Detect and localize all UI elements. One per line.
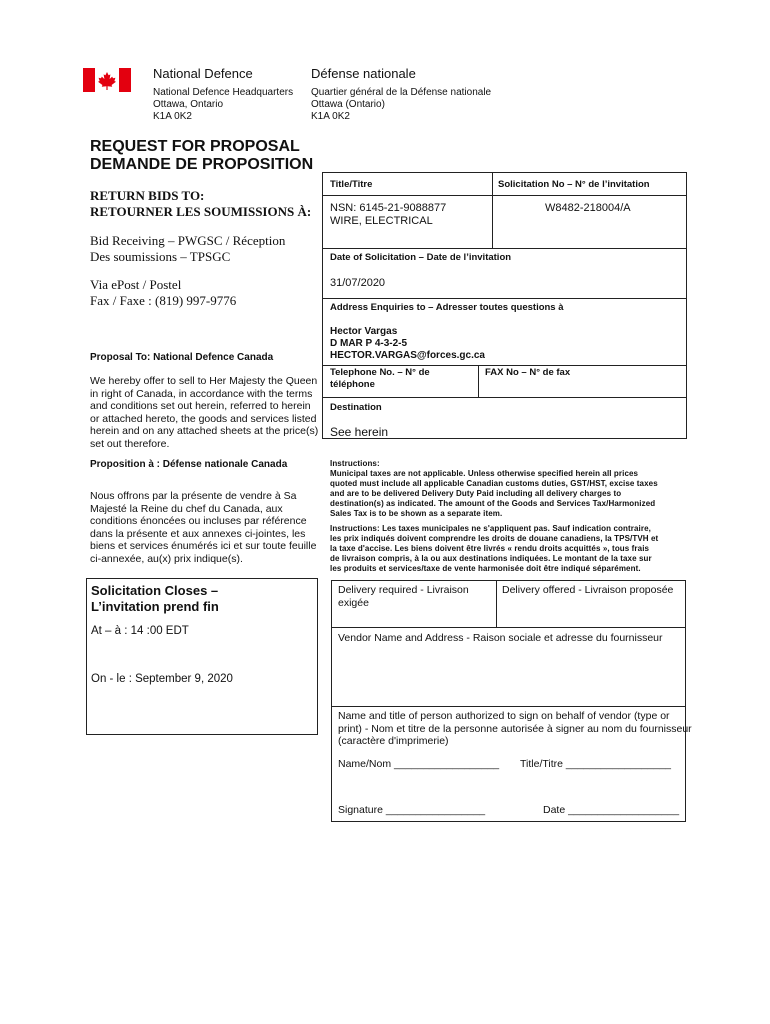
address-fr: Quartier général de la Défense nationale Ottawa (Ontario) K1A 0K2 xyxy=(311,87,492,122)
instructions-en: Instructions: Municipal taxes are not applicable. Unless otherwise specified herein all prices quoted must include all applicable Canadian customs duties, GST/HST, excise taxes and are to be delivered Delivery Duty Paid including all delivery charges to destination(s) as indicated. The amount of the Goods and Services Tax/Harmonized Sales Tax is to be shown as a separate item. xyxy=(330,459,658,518)
return-bids-heading: RETURN BIDS TO: RETOURNER LES SOUMISSIONS À: xyxy=(90,188,312,219)
proposal-fr-body: Nous offrons par la présente de vendre à Sa Majesté la Reine du chef du Canada, aux conditions énoncées ou incluses par référence dans la présente et aux annexes ci-jointes, les biens et services énumérés ici et sur toute feuille ci-annexée, au(x) prix indique(s). xyxy=(90,490,317,565)
solicitation-closes-heading: Solicitation Closes – L’invitation prend fin xyxy=(91,583,219,614)
date-label: Date of Solicitation – Date de l’invitation xyxy=(330,252,512,263)
canada-flag-icon xyxy=(83,68,131,92)
closing-date: On - le : September 9, 2020 xyxy=(91,673,233,685)
name-field[interactable]: Name/Nom __________________ xyxy=(338,758,500,770)
title-value: NSN: 6145-21-9088877 WIRE, ELECTRICAL xyxy=(330,202,447,227)
destination-value: See herein xyxy=(330,425,389,439)
destination-label: Destination xyxy=(330,402,382,413)
title-field[interactable]: Title/Titre __________________ xyxy=(520,758,672,770)
address-en: National Defence Headquarters Ottawa, Ontario K1A 0K2 xyxy=(153,87,294,122)
delivery-offered-field[interactable]: Delivery offered - Livraison proposée xyxy=(502,584,674,596)
solicitation-no-label: Solicitation No – N° de l’invitation xyxy=(498,179,650,190)
fax-label: FAX No – N° de fax xyxy=(485,367,571,378)
via-contact: Via ePost / Postel Fax / Faxe : (819) 997-9776 xyxy=(90,277,237,308)
telephone-label: Telephone No. – N° de téléphone xyxy=(330,367,430,390)
closing-time: At – à : 14 :00 EDT xyxy=(91,625,189,637)
proposal-en-body: We hereby offer to sell to Her Majesty the Queen in right of Canada, in accordance with the terms and conditions set out herein, referred to herein or attached hereto, the goods and services listed herein and on any attached sheets at the price(s) set out therefore. xyxy=(90,375,319,450)
bid-receiving: Bid Receiving – PWGSC / Réception Des soumissions – TPSGC xyxy=(90,233,286,264)
org-name-fr: Défense nationale xyxy=(311,66,416,81)
title-label: Title/Titre xyxy=(330,179,373,190)
date-value: 31/07/2020 xyxy=(330,277,386,289)
vendor-table xyxy=(331,580,686,822)
org-name-en: National Defence xyxy=(153,66,253,81)
contact-info: Hector Vargas D MAR P 4-3-2-5 HECTOR.VARGAS@forces.gc.ca xyxy=(330,326,485,361)
enquiries-label: Address Enquiries to – Adresser toutes questions à xyxy=(330,302,564,313)
vendor-name-field[interactable]: Vendor Name and Address - Raison sociale et adresse du fournisseur xyxy=(338,632,663,644)
solicitation-no-value: W8482-218004/A xyxy=(545,202,631,214)
instructions-fr: Instructions: Les taxes municipales ne s'appliquent pas. Sauf indication contraire, les prix indiqués doivent comprendre les droits de douane canadiens, la TPS/TVH et la taxe d'accise. Les biens doivent être livrés « rendu droits acquittés », tous frais de livraison compris, à la ou aux destinations indiquées. Le montant de la taxe sur les produits et services/taxe de vente harmonisée doit être indiqué séparément. xyxy=(330,524,659,573)
page-title: REQUEST FOR PROPOSAL DEMANDE DE PROPOSITION xyxy=(90,138,314,173)
delivery-required-field[interactable]: Delivery required - Livraison exigée xyxy=(338,584,469,609)
authorized-person-label: Name and title of person authorized to sign on behalf of vendor (type or print) - Nom et titre de la personne autorisée à signer au nom du fournisseur (caractère d'imprimerie) xyxy=(338,710,692,747)
proposal-fr-heading: Proposition à : Défense nationale Canada xyxy=(90,459,288,470)
signature-field[interactable]: Signature _________________ xyxy=(338,804,486,816)
proposal-en-heading: Proposal To: National Defence Canada xyxy=(90,352,274,363)
date-field[interactable]: Date ___________________ xyxy=(543,804,680,816)
